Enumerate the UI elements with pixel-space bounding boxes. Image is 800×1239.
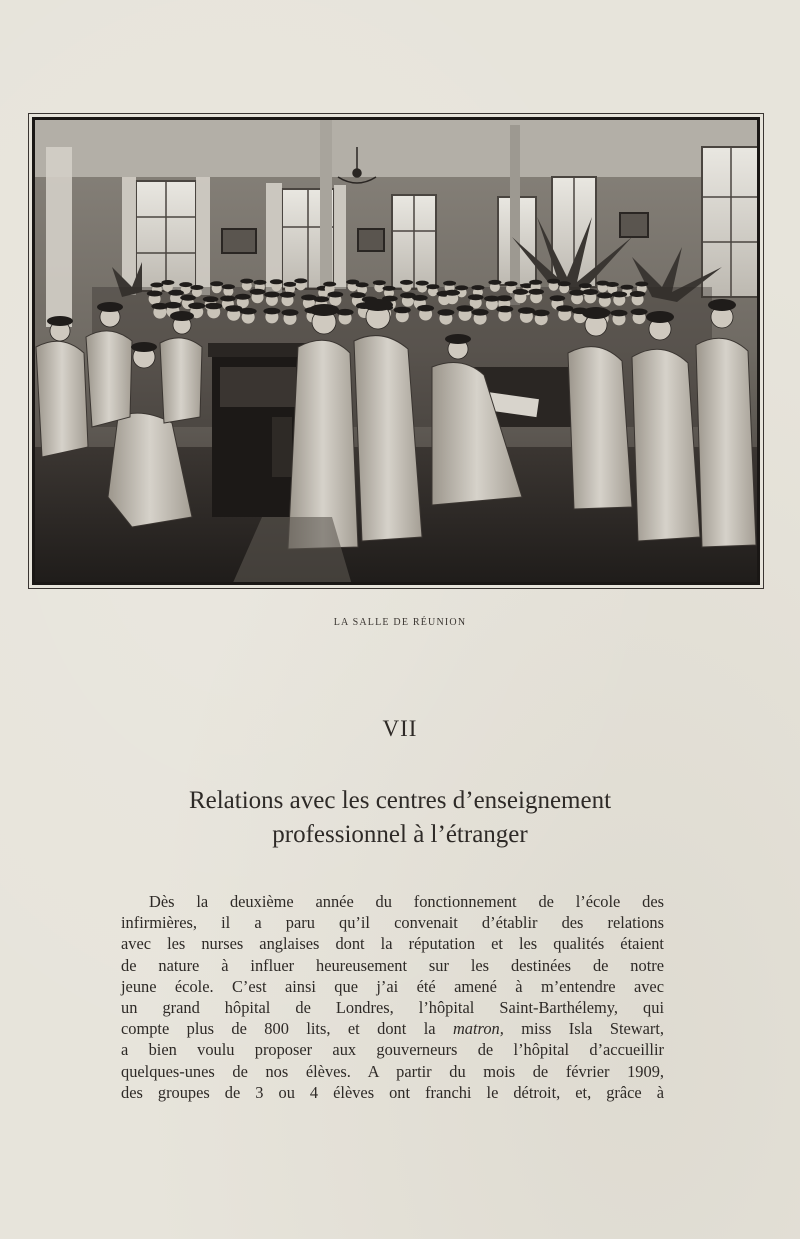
crowd-cap — [161, 280, 174, 285]
crowd-cap — [373, 280, 386, 285]
crowd-cap — [284, 282, 297, 287]
crowd-cap — [264, 292, 280, 298]
crowd-cap — [164, 302, 181, 309]
text-span: compte plus de 800 lits, et dont la — [121, 1019, 436, 1039]
text-line: Dès la deuxième année du fonctionnement de l’école des — [149, 892, 664, 911]
crowd-cap — [416, 281, 429, 286]
crowd-cap — [471, 285, 484, 290]
crowd-cap — [635, 282, 648, 287]
crowd-cap — [437, 309, 454, 316]
crowd-cap — [621, 285, 634, 290]
crowd-cap — [203, 296, 219, 302]
crowd-cap — [443, 281, 456, 286]
crowd-cap — [253, 280, 266, 285]
crowd-cap — [558, 281, 571, 286]
crowd-cap — [400, 280, 413, 285]
crowd-cap — [426, 284, 439, 289]
crowd-cap — [383, 286, 396, 291]
crowd-cap — [280, 292, 296, 298]
crowd-cap — [468, 294, 484, 300]
crowd-cap — [597, 293, 613, 299]
text-span: miss Isla Stewart, — [521, 1019, 665, 1039]
crowd-cap — [455, 285, 468, 290]
crowd-cap — [314, 296, 330, 302]
crowd-cap — [630, 291, 646, 297]
crowd-cap — [235, 294, 251, 300]
crowd-cap — [337, 309, 354, 316]
text-line: un grand hôpital de Londres, l’hôpital Saint-Barthélemy, qui — [121, 997, 664, 1017]
text-line: a bien voulu proposer aux gouverneurs de l’hôpital d’accueillir — [121, 1040, 664, 1060]
crowd-cap — [179, 282, 192, 287]
photo-caption: LA SALLE DE RÉUNION — [333, 617, 467, 628]
crowd-cap — [528, 289, 544, 295]
crowd-cap — [394, 307, 411, 314]
photograph-assembly-hall — [32, 117, 760, 585]
photo-plate-frame — [28, 113, 764, 589]
text-line: infirmières, il a paru qu’il convenait d’établir des relations — [121, 913, 664, 933]
crowd-cap — [505, 281, 518, 286]
text-line — [121, 1018, 664, 1039]
text-line: jeune école. C’est ainsi que j’ai été amené à m’entendre avec — [121, 976, 664, 996]
crowd-cap — [220, 296, 236, 302]
crowd-cap — [350, 292, 366, 298]
crowd-cap — [579, 283, 592, 288]
crowd-cap — [356, 282, 369, 287]
crowd-cap — [250, 289, 266, 295]
crowd-cap — [606, 282, 619, 287]
crowd-cap — [188, 303, 205, 310]
crowd-cap — [550, 295, 566, 301]
crowd-cap — [270, 279, 283, 284]
crowd-cap — [412, 295, 428, 301]
crowd-cap — [222, 284, 235, 289]
chapter-title-line: Relations avec les centres d’enseignement — [188, 787, 612, 814]
text-line: quelques-unes de nos élèves. A partir du mois de février 1909, — [121, 1061, 664, 1081]
crowd-cap — [240, 279, 253, 284]
crowd-cap — [282, 309, 299, 316]
crowd-cap — [294, 278, 307, 283]
crowd-cap — [444, 290, 460, 296]
crowd-cap — [497, 295, 513, 301]
crowd-cap — [190, 285, 203, 290]
crowd-cap — [168, 290, 184, 296]
body-paragraph — [121, 891, 664, 1103]
text-line: des groupes de 3 ou 4 élèves ont franchi le détroit, et, grâce à — [121, 1082, 664, 1102]
italic-term: matron, — [452, 1019, 504, 1039]
crowd-cap — [488, 280, 501, 285]
crowd-cap — [472, 309, 489, 316]
crowd-cap — [417, 305, 434, 312]
chapter-number: VII — [382, 716, 418, 741]
crowd-cap — [323, 282, 336, 287]
crowd-cap — [240, 308, 257, 315]
chapter-title — [0, 784, 800, 852]
crowd-cap — [147, 291, 163, 297]
crowd-cap — [328, 292, 344, 298]
crowd-cap — [457, 305, 474, 312]
crowd-cap — [529, 280, 542, 285]
crowd-cap — [210, 281, 223, 286]
crowd-cap — [631, 309, 648, 316]
crowd-cap — [612, 291, 628, 297]
crowd-cap — [556, 305, 573, 312]
text-line: de nature à influer heureusement sur les destinées de notre — [121, 955, 664, 975]
crowd-cap — [496, 306, 513, 313]
crowd-cap — [518, 307, 535, 314]
crowd-cap — [611, 310, 628, 317]
text-line: avec les nurses anglaises dont la réputation et les qualités étaient — [121, 934, 664, 954]
crowd-cap — [569, 290, 585, 296]
crowd-cap — [205, 303, 222, 310]
chapter-title-line: professionnel à l’étranger — [272, 821, 528, 848]
crowd-cap — [150, 283, 163, 288]
crowd-cap — [513, 289, 529, 295]
crowd-cap — [225, 305, 242, 312]
crowd-cap — [583, 289, 599, 295]
crowd-cap — [263, 308, 280, 315]
crowd-cap — [180, 295, 196, 301]
crowd-cap — [533, 310, 550, 317]
